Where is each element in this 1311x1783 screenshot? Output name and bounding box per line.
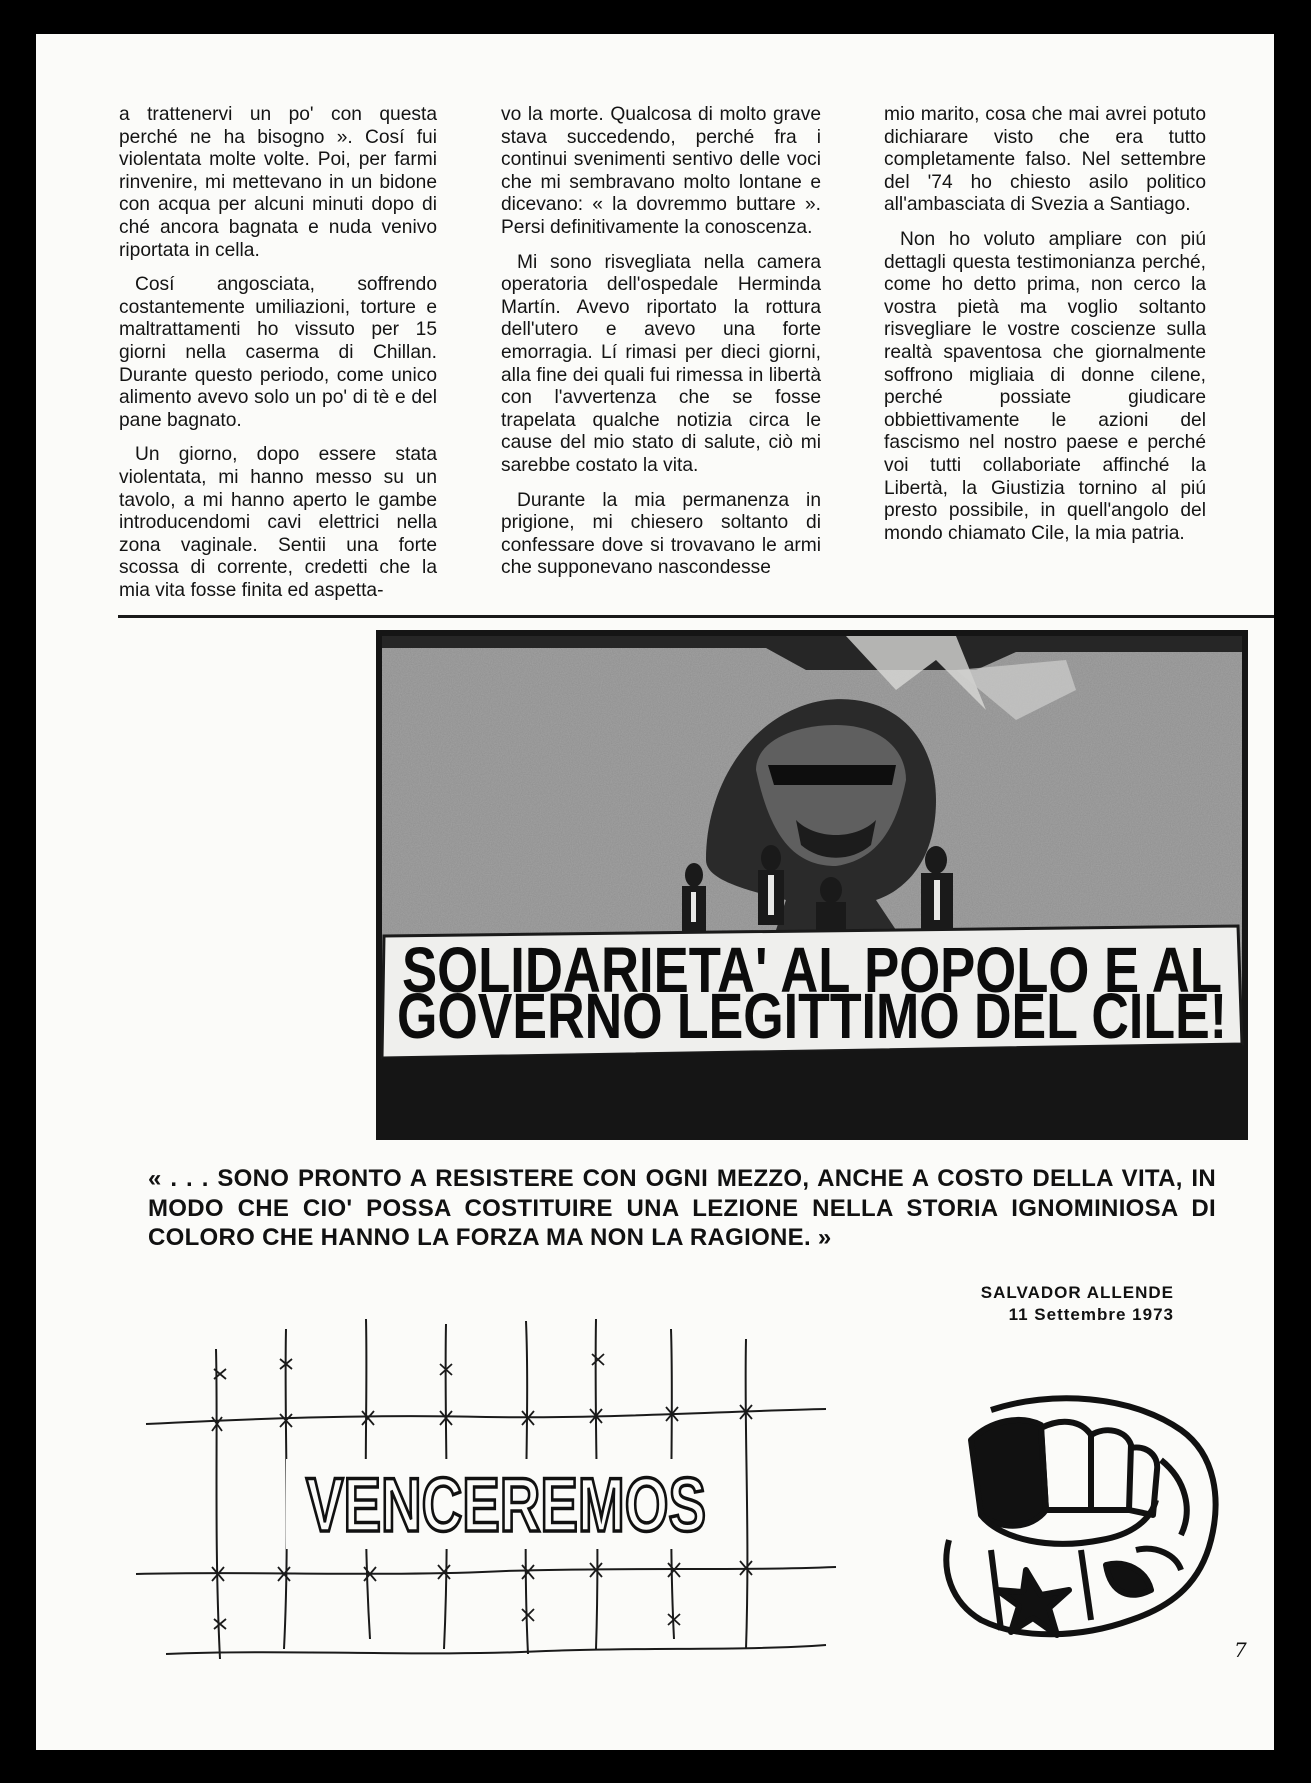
paragraph: Durante la mia permanenza in prigione, mi chiesero soltanto di confessare dove si trovavano le armi che supponevano nascondesse [501, 489, 821, 579]
page-number: 7 [1234, 1638, 1247, 1662]
allende-rally-photo [376, 630, 1248, 1140]
banner-line-2: GOVERNO LEGITTIMO DEL CILE! [397, 980, 1227, 1052]
fist-emblem-illustration [931, 1390, 1231, 1650]
quote-date: 11 Settembre 1973 [1008, 1305, 1174, 1324]
magazine-page [36, 34, 1274, 1750]
barbed-wire-illustration [126, 1309, 846, 1669]
section-divider [118, 615, 1274, 618]
text-column-3 [884, 104, 1206, 557]
allende-quote: « . . . SONO PRONTO A RESISTERE CON OGNI MEZZO, ANCHE A COSTO DELLA VITA, IN MODO CHE CIO' POSSA COSTITUIRE UNA LEZIONE NELLA STORIA IGNOMINIOSA DI COLORO CHE HANNO LA FORZA MA NON LA RAGIONE. » [148, 1165, 1216, 1251]
banner-line-1: SOLIDARIETA' AL POPOLO E AL [402, 934, 1222, 1006]
paragraph: vo la morte. Qualcosa di molto grave stava succedendo, perché fra i continui svenimenti sentivo delle voci che mi sembravano molto lontane e dicevano: « la dovremmo buttare ». Persi definitivamente la conoscenza. [501, 104, 821, 238]
paragraph: Mi sono risvegliata nella camera operatoria dell'ospedale Herminda Martín. Avevo riportato la rottura dell'utero e avevo una forte emorragia. Lí rimasi per dieci giorni, alla fine dei quali fui rimessa in libertà con l'avvertenza che se fosse trapelata qualche notizia circa le cause del mio stato di salute, ciò mi sarebbe costato la vita. [501, 251, 821, 476]
text-column-1 [119, 104, 437, 614]
quote-author: SALVADOR ALLENDE [980, 1283, 1174, 1302]
paragraph: Un giorno, dopo essere stata violentata, mi hanno messo su un tavolo, a mi hanno aperto le gambe introducendomi cavi elettrici nella zona vaginale. Sentii una forte scossa di corrente, credetti che la mia vita fosse finita ed aspetta- [119, 444, 437, 601]
paragraph: Non ho voluto ampliare con piú dettagli questa testimonianza perché, come ho detto prima, non cerco la vostra pietà ma voglio soltanto risvegliare le vostre coscienze sulla realtà spaventosa che giornalmente soffrono migliaia di donne cilene, perché possiate giudicare obbiettivamente le azioni del fascismo nel nostro paese e perché voi tutti collaboriate affinché la Libertà, la Giustizia tornino al piú presto possibile, in quell'angolo del mondo chiamato Cile, la mia patria. [884, 228, 1206, 544]
venceremos-graffiti: VENCEREMOS [306, 1463, 706, 1548]
paragraph: a trattenervi un po' con questa perché ne ha bisogno ». Cosí fui violentata molte volte. Poi, per farmi rinvenire, mi mettevano in un bidone con acqua per alcuni minuti dopo di ché ancora bagnata e nuda venivo riportata in cella. [119, 104, 437, 261]
quote-attribution [981, 1282, 1174, 1326]
paragraph: mio marito, cosa che mai avrei potuto dichiarare visto che era tutto completamente falso. Nel settembre del '74 ho chiesto asilo politico all'ambasciata di Svezia a Santiago. [884, 104, 1206, 216]
text-column-2 [501, 104, 821, 592]
paragraph: Cosí angosciata, soffrendo costantemente umiliazioni, torture e maltrattamenti ho vissuto per 15 giorni nella caserma di Chillan. Durante questo periodo, come unico alimento avevo solo un po' di tè e del pane bagnato. [119, 274, 437, 431]
photo-illustration [376, 630, 1248, 1140]
